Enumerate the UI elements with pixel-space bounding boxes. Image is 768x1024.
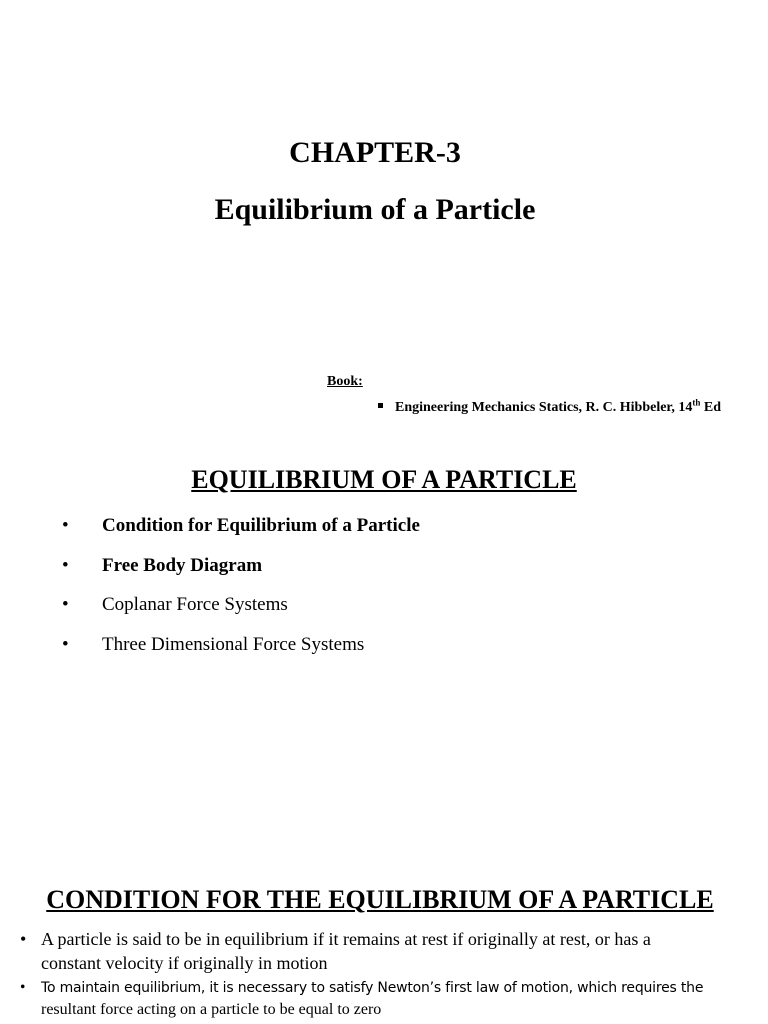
book-reference-edition: Ed	[700, 400, 722, 415]
list-item	[62, 591, 420, 631]
bullet-icon: •	[62, 515, 69, 536]
book-reference-text: Engineering Mechanics Statics, R. C. Hibbeler, 14	[395, 400, 693, 415]
bullet-icon: •	[62, 633, 69, 655]
paragraph-newton-law	[20, 977, 750, 1021]
paragraph-line: To maintain equilibrium, it is necessary to satisfy Newton’s first law of motion, which requires the	[41, 980, 704, 996]
list-item	[62, 552, 420, 592]
chapter-subtitle: Equilibrium of a Particle	[214, 193, 536, 226]
section1-heading: EQUILIBRIUM OF A PARTICLE	[191, 465, 577, 494]
chapter-title: CHAPTER-3	[289, 136, 461, 169]
bullet-icon: •	[20, 929, 27, 949]
list-item-label: Three Dimensional Force Systems	[102, 633, 365, 655]
bullet-icon: •	[62, 594, 69, 615]
paragraph-equilibrium-definition	[20, 927, 750, 975]
paragraph-line: A particle is said to be in equilibrium if it remains at rest if originally at rest, or has a	[41, 929, 651, 949]
list-item-label: Coplanar Force Systems	[102, 594, 288, 615]
book-reference	[378, 398, 721, 418]
book-reference-superscript: th	[692, 397, 701, 408]
section2-heading: CONDITION FOR THE EQUILIBRIUM OF A PARTICLE	[46, 885, 714, 914]
bullet-icon: •	[62, 554, 69, 576]
topic-list	[62, 512, 420, 670]
paragraph-text	[41, 927, 651, 975]
list-item-label: Condition for Equilibrium of a Particle	[102, 515, 420, 536]
paragraph-line: constant velocity if originally in motion	[41, 953, 328, 973]
list-item-label: Free Body Diagram	[102, 554, 263, 576]
bullet-icon: •	[20, 979, 26, 996]
paragraph-text	[41, 977, 703, 1021]
book-label: Book:	[327, 374, 363, 389]
list-item	[62, 512, 420, 552]
list-item	[62, 631, 420, 671]
paragraph-line: resultant force acting on a particle to be equal to zero	[41, 1001, 382, 1018]
square-bullet-icon	[378, 403, 383, 408]
